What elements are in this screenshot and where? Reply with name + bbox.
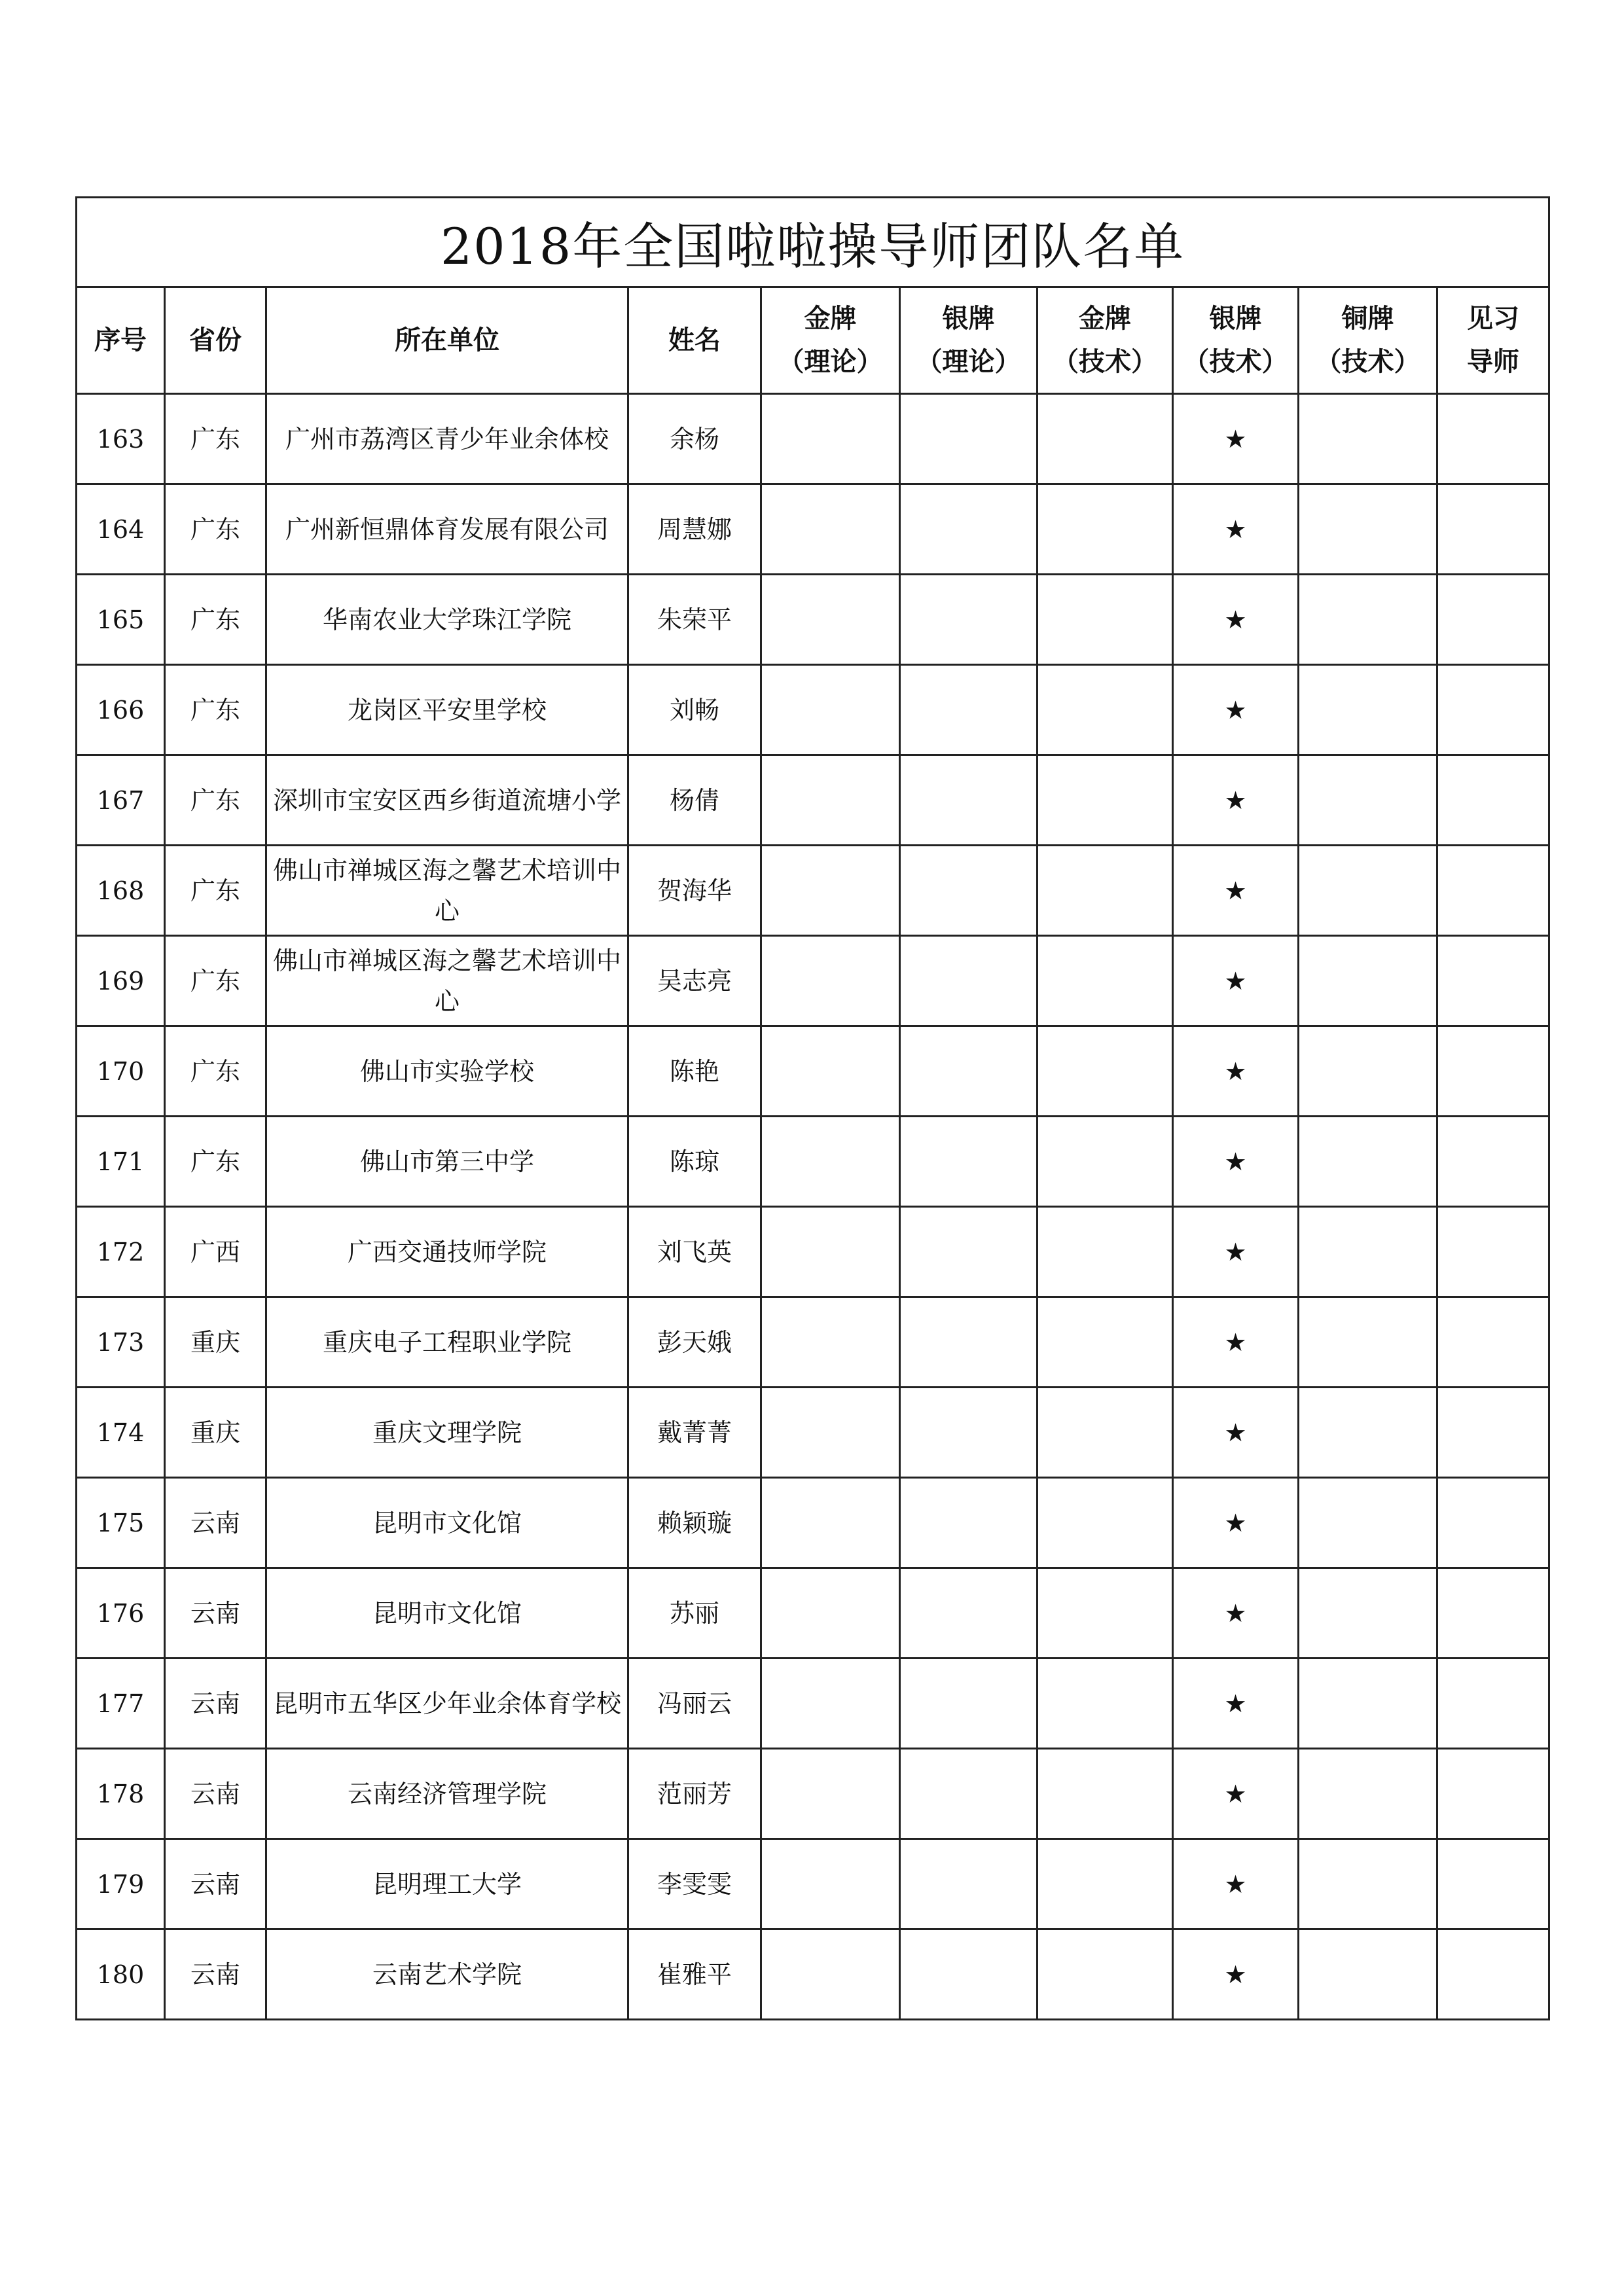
mark-cell bbox=[1437, 755, 1549, 846]
unit-cell: 佛山市实验学校 bbox=[266, 1026, 628, 1117]
table-row bbox=[77, 846, 1549, 936]
mark-cell bbox=[761, 755, 900, 846]
unit-cell: 重庆电子工程职业学院 bbox=[266, 1297, 628, 1388]
seq-cell: 172 bbox=[77, 1207, 165, 1297]
table-body bbox=[77, 394, 1549, 2020]
mark-cell bbox=[1299, 394, 1437, 484]
star-icon-cell: ★ bbox=[1173, 936, 1299, 1026]
unit-cell: 昆明理工大学 bbox=[266, 1839, 628, 1929]
mark-cell bbox=[1437, 1839, 1549, 1929]
mark-cell bbox=[1437, 1117, 1549, 1207]
seq-cell: 176 bbox=[77, 1568, 165, 1659]
header-silver-tech-line2: （技术） bbox=[1183, 347, 1288, 377]
header-bronze-tech-line2: （技术） bbox=[1315, 347, 1420, 377]
unit-cell: 广西交通技师学院 bbox=[266, 1207, 628, 1297]
mark-cell bbox=[761, 846, 900, 936]
mark-cell bbox=[761, 1929, 900, 2020]
mark-cell bbox=[1299, 1207, 1437, 1297]
name-cell: 刘飞英 bbox=[628, 1207, 761, 1297]
mark-cell bbox=[761, 1749, 900, 1839]
mark-cell bbox=[1437, 1207, 1549, 1297]
table-row bbox=[77, 1117, 1549, 1207]
star-icon-cell: ★ bbox=[1173, 1929, 1299, 2020]
mark-cell bbox=[1437, 846, 1549, 936]
seq-cell: 171 bbox=[77, 1117, 165, 1207]
mark-cell bbox=[761, 575, 900, 665]
mark-cell bbox=[1299, 1297, 1437, 1388]
mark-cell bbox=[761, 1117, 900, 1207]
header-name: 姓名 bbox=[628, 287, 761, 394]
header-gold-theory bbox=[761, 287, 900, 394]
header-gold-tech-line2: （技术） bbox=[1053, 347, 1157, 377]
unit-cell: 广州新恒鼎体育发展有限公司 bbox=[266, 484, 628, 575]
mark-cell bbox=[900, 755, 1038, 846]
province-cell: 广东 bbox=[165, 575, 266, 665]
header-gold-theory-line1: 金牌 bbox=[804, 304, 857, 334]
header-silver-tech-line1: 银牌 bbox=[1209, 304, 1262, 334]
unit-cell: 重庆文理学院 bbox=[266, 1388, 628, 1478]
mark-cell bbox=[1038, 394, 1173, 484]
province-cell: 广东 bbox=[165, 484, 266, 575]
mark-cell bbox=[900, 1117, 1038, 1207]
mark-cell bbox=[1299, 1388, 1437, 1478]
mark-cell bbox=[1038, 1749, 1173, 1839]
mark-cell bbox=[900, 936, 1038, 1026]
mark-cell bbox=[1299, 575, 1437, 665]
star-icon-cell: ★ bbox=[1173, 575, 1299, 665]
province-cell: 云南 bbox=[165, 1929, 266, 2020]
province-cell: 广西 bbox=[165, 1207, 266, 1297]
mark-cell bbox=[1437, 1388, 1549, 1478]
table-row bbox=[77, 1026, 1549, 1117]
mark-cell bbox=[1299, 846, 1437, 936]
mark-cell bbox=[900, 846, 1038, 936]
table-row bbox=[77, 1207, 1549, 1297]
name-cell: 陈艳 bbox=[628, 1026, 761, 1117]
mark-cell bbox=[1299, 1749, 1437, 1839]
mark-cell bbox=[761, 1207, 900, 1297]
name-cell: 吴志亮 bbox=[628, 936, 761, 1026]
mark-cell bbox=[1299, 755, 1437, 846]
mark-cell bbox=[1437, 1659, 1549, 1749]
mark-cell bbox=[1038, 575, 1173, 665]
star-icon-cell: ★ bbox=[1173, 1026, 1299, 1117]
name-cell: 苏丽 bbox=[628, 1568, 761, 1659]
mark-cell bbox=[1038, 484, 1173, 575]
mark-cell bbox=[761, 1478, 900, 1568]
mark-cell bbox=[1299, 1026, 1437, 1117]
province-cell: 云南 bbox=[165, 1478, 266, 1568]
province-cell: 广东 bbox=[165, 755, 266, 846]
name-cell: 戴菁菁 bbox=[628, 1388, 761, 1478]
mark-cell bbox=[1437, 1478, 1549, 1568]
mark-cell bbox=[900, 1749, 1038, 1839]
mark-cell bbox=[1437, 665, 1549, 755]
name-cell: 范丽芳 bbox=[628, 1749, 761, 1839]
header-gold-tech-line1: 金牌 bbox=[1079, 304, 1131, 334]
seq-cell: 173 bbox=[77, 1297, 165, 1388]
mark-cell bbox=[900, 1929, 1038, 2020]
mark-cell bbox=[1437, 575, 1549, 665]
mark-cell bbox=[1038, 1929, 1173, 2020]
mark-cell bbox=[761, 1388, 900, 1478]
table-row bbox=[77, 575, 1549, 665]
table-row bbox=[77, 1659, 1549, 1749]
unit-cell: 广州市荔湾区青少年业余体校 bbox=[266, 394, 628, 484]
name-cell: 赖颖璇 bbox=[628, 1478, 761, 1568]
table-row bbox=[77, 1929, 1549, 2020]
name-cell: 杨倩 bbox=[628, 755, 761, 846]
name-cell: 陈琼 bbox=[628, 1117, 761, 1207]
mark-cell bbox=[761, 665, 900, 755]
mark-cell bbox=[1038, 1568, 1173, 1659]
seq-cell: 179 bbox=[77, 1839, 165, 1929]
table-row bbox=[77, 1388, 1549, 1478]
star-icon-cell: ★ bbox=[1173, 1839, 1299, 1929]
star-icon-cell: ★ bbox=[1173, 1478, 1299, 1568]
mark-cell bbox=[1038, 1388, 1173, 1478]
header-row bbox=[77, 287, 1549, 394]
table-row bbox=[77, 936, 1549, 1026]
seq-cell: 168 bbox=[77, 846, 165, 936]
name-cell: 崔雅平 bbox=[628, 1929, 761, 2020]
unit-cell: 龙岗区平安里学校 bbox=[266, 665, 628, 755]
header-trainee-line2: 导师 bbox=[1467, 347, 1520, 377]
unit-cell: 昆明市文化馆 bbox=[266, 1568, 628, 1659]
province-cell: 云南 bbox=[165, 1839, 266, 1929]
header-gold-tech bbox=[1038, 287, 1173, 394]
star-icon-cell: ★ bbox=[1173, 1659, 1299, 1749]
star-icon-cell: ★ bbox=[1173, 1297, 1299, 1388]
name-cell: 周慧娜 bbox=[628, 484, 761, 575]
name-cell: 余杨 bbox=[628, 394, 761, 484]
seq-cell: 170 bbox=[77, 1026, 165, 1117]
mark-cell bbox=[1437, 1749, 1549, 1839]
table-row bbox=[77, 1297, 1549, 1388]
mark-cell bbox=[900, 484, 1038, 575]
seq-cell: 180 bbox=[77, 1929, 165, 2020]
star-icon-cell: ★ bbox=[1173, 1388, 1299, 1478]
name-cell: 彭天娥 bbox=[628, 1297, 761, 1388]
star-icon-cell: ★ bbox=[1173, 1117, 1299, 1207]
header-bronze-tech bbox=[1299, 287, 1437, 394]
province-cell: 云南 bbox=[165, 1659, 266, 1749]
header-bronze-tech-line1: 铜牌 bbox=[1341, 304, 1394, 334]
header-silver-theory-line1: 银牌 bbox=[942, 304, 995, 334]
unit-cell: 深圳市宝安区西乡街道流塘小学 bbox=[266, 755, 628, 846]
header-seq: 序号 bbox=[77, 287, 165, 394]
mark-cell bbox=[900, 1839, 1038, 1929]
mark-cell bbox=[900, 394, 1038, 484]
seq-cell: 175 bbox=[77, 1478, 165, 1568]
mark-cell bbox=[900, 1207, 1038, 1297]
unit-cell: 昆明市文化馆 bbox=[266, 1478, 628, 1568]
seq-cell: 174 bbox=[77, 1388, 165, 1478]
mark-cell bbox=[1299, 1839, 1437, 1929]
name-cell: 冯丽云 bbox=[628, 1659, 761, 1749]
name-cell: 刘畅 bbox=[628, 665, 761, 755]
unit-cell: 昆明市五华区少年业余体育学校 bbox=[266, 1659, 628, 1749]
mark-cell bbox=[761, 394, 900, 484]
mark-cell bbox=[900, 1478, 1038, 1568]
province-cell: 广东 bbox=[165, 936, 266, 1026]
province-cell: 广东 bbox=[165, 1026, 266, 1117]
mark-cell bbox=[1299, 1478, 1437, 1568]
table-title: 2018年全国啦啦操导师团队名单 bbox=[77, 198, 1549, 287]
table-row bbox=[77, 484, 1549, 575]
mark-cell bbox=[1299, 1568, 1437, 1659]
province-cell: 云南 bbox=[165, 1749, 266, 1839]
province-cell: 广东 bbox=[165, 665, 266, 755]
seq-cell: 163 bbox=[77, 394, 165, 484]
unit-cell: 云南艺术学院 bbox=[266, 1929, 628, 2020]
name-cell: 贺海华 bbox=[628, 846, 761, 936]
star-icon-cell: ★ bbox=[1173, 1568, 1299, 1659]
mark-cell bbox=[761, 484, 900, 575]
mark-cell bbox=[1437, 936, 1549, 1026]
unit-cell: 佛山市第三中学 bbox=[266, 1117, 628, 1207]
star-icon-cell: ★ bbox=[1173, 755, 1299, 846]
mark-cell bbox=[761, 936, 900, 1026]
mark-cell bbox=[1038, 1659, 1173, 1749]
province-cell: 广东 bbox=[165, 1117, 266, 1207]
table-row bbox=[77, 1568, 1549, 1659]
mark-cell bbox=[1299, 1117, 1437, 1207]
star-icon-cell: ★ bbox=[1173, 1749, 1299, 1839]
document-sheet bbox=[75, 196, 1548, 2020]
province-cell: 重庆 bbox=[165, 1388, 266, 1478]
province-cell: 云南 bbox=[165, 1568, 266, 1659]
unit-cell: 云南经济管理学院 bbox=[266, 1749, 628, 1839]
mark-cell bbox=[1299, 1929, 1437, 2020]
mark-cell bbox=[1038, 1297, 1173, 1388]
mark-cell bbox=[1038, 665, 1173, 755]
header-silver-theory-line2: （理论） bbox=[916, 347, 1021, 377]
header-trainee bbox=[1437, 287, 1549, 394]
mark-cell bbox=[1038, 1207, 1173, 1297]
mark-cell bbox=[900, 1659, 1038, 1749]
seq-cell: 169 bbox=[77, 936, 165, 1026]
province-cell: 广东 bbox=[165, 846, 266, 936]
mark-cell bbox=[761, 1026, 900, 1117]
name-cell: 朱荣平 bbox=[628, 575, 761, 665]
mark-cell bbox=[1038, 936, 1173, 1026]
mark-cell bbox=[1038, 1026, 1173, 1117]
mark-cell bbox=[761, 1297, 900, 1388]
seq-cell: 166 bbox=[77, 665, 165, 755]
mark-cell bbox=[1437, 484, 1549, 575]
mark-cell bbox=[1038, 1117, 1173, 1207]
province-cell: 广东 bbox=[165, 394, 266, 484]
mark-cell bbox=[1437, 1568, 1549, 1659]
province-cell: 重庆 bbox=[165, 1297, 266, 1388]
unit-cell: 华南农业大学珠江学院 bbox=[266, 575, 628, 665]
header-province: 省份 bbox=[165, 287, 266, 394]
table-row bbox=[77, 394, 1549, 484]
mark-cell bbox=[1299, 936, 1437, 1026]
table-row bbox=[77, 665, 1549, 755]
unit-cell: 佛山市禅城区海之馨艺术培训中心 bbox=[266, 936, 628, 1026]
mark-cell bbox=[1038, 755, 1173, 846]
star-icon-cell: ★ bbox=[1173, 394, 1299, 484]
seq-cell: 167 bbox=[77, 755, 165, 846]
mark-cell bbox=[1038, 846, 1173, 936]
header-trainee-line1: 见习 bbox=[1467, 304, 1520, 334]
header-gold-theory-line2: （理论） bbox=[778, 347, 883, 377]
table-row bbox=[77, 1478, 1549, 1568]
seq-cell: 178 bbox=[77, 1749, 165, 1839]
star-icon-cell: ★ bbox=[1173, 846, 1299, 936]
table-row bbox=[77, 1749, 1549, 1839]
mentor-table bbox=[75, 196, 1550, 2020]
mark-cell bbox=[900, 1568, 1038, 1659]
unit-cell: 佛山市禅城区海之馨艺术培训中心 bbox=[266, 846, 628, 936]
seq-cell: 165 bbox=[77, 575, 165, 665]
table-row bbox=[77, 755, 1549, 846]
mark-cell bbox=[1299, 484, 1437, 575]
seq-cell: 177 bbox=[77, 1659, 165, 1749]
star-icon-cell: ★ bbox=[1173, 665, 1299, 755]
mark-cell bbox=[1437, 1297, 1549, 1388]
mark-cell bbox=[761, 1839, 900, 1929]
star-icon-cell: ★ bbox=[1173, 1207, 1299, 1297]
mark-cell bbox=[900, 1388, 1038, 1478]
mark-cell bbox=[1299, 1659, 1437, 1749]
header-unit: 所在单位 bbox=[266, 287, 628, 394]
mark-cell bbox=[1437, 1026, 1549, 1117]
mark-cell bbox=[761, 1568, 900, 1659]
mark-cell bbox=[1437, 394, 1549, 484]
table-row bbox=[77, 1839, 1549, 1929]
mark-cell bbox=[900, 665, 1038, 755]
mark-cell bbox=[900, 1297, 1038, 1388]
mark-cell bbox=[1038, 1839, 1173, 1929]
header-silver-theory bbox=[900, 287, 1038, 394]
name-cell: 李雯雯 bbox=[628, 1839, 761, 1929]
mark-cell bbox=[900, 1026, 1038, 1117]
seq-cell: 164 bbox=[77, 484, 165, 575]
mark-cell bbox=[1299, 665, 1437, 755]
mark-cell bbox=[900, 575, 1038, 665]
mark-cell bbox=[1038, 1478, 1173, 1568]
star-icon-cell: ★ bbox=[1173, 484, 1299, 575]
mark-cell bbox=[1437, 1929, 1549, 2020]
mark-cell bbox=[761, 1659, 900, 1749]
header-silver-tech bbox=[1173, 287, 1299, 394]
